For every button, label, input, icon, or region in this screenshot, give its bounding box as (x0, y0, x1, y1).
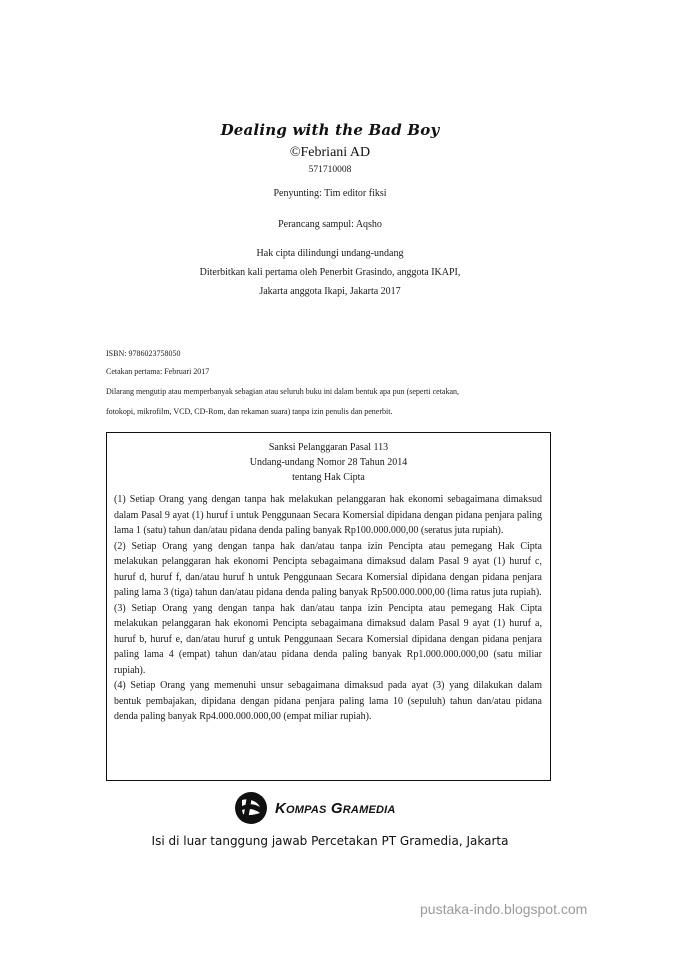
printer-disclaimer: Isi di luar tanggung jawab Percetakan PT Gramedia, Jakarta (151, 834, 509, 848)
sanction-subject: tentang Hak Cipta (292, 472, 365, 483)
sanction-clauses (114, 492, 542, 725)
reproduction-warning-line-1: Dilarang mengutip atau memperbanyak sebagian atau seluruh buku ini dalam bentuk apa pun (seperti cetakan, (106, 387, 459, 396)
sanction-clause-4: (4) Setiap Orang yang memenuhi unsur sebagaimana dimaksud pada ayat (3) yang dilakukan dalam bentuk pembajakan, dipidana dengan pidana penjara paling lama 10 (sepuluh) tahun dan/atau pidana denda paling banyak Rp4.000.000.000,00 (empat miliar rupiah). (114, 680, 542, 722)
book-title: Dealing with the Bad Boy (220, 121, 440, 139)
sanction-clause-1: (1) Setiap Orang yang dengan tanpa hak melakukan pelanggaran hak ekonomi sebagaimana dimaksud dalam Pasal 9 ayat (1) huruf i untuk Penggunaan Secara Komersial dipidana dengan pidana penjara paling lama 1 (satu) tahun dan/atau pidana denda paling banyak Rp100.000.000,00 (seratus juta rupiah). (114, 494, 542, 536)
sanction-law-reference: Undang-undang Nomor 28 Tahun 2014 (249, 457, 408, 468)
copyright-notice: Hak cipta dilindungi undang-undang (256, 248, 404, 259)
sanction-clause-2: (2) Setiap Orang yang dengan tanpa hak dan/atau tanpa izin Pencipta atau pemegang Hak Cipta melakukan pelanggaran hak ekonomi Pencipta sebagaimana dimaksud dalam Pasal 9 ayat (1) huruf c, huruf d, huruf f, dan/atau huruf h untuk Penggunaan Secara Komersial dipidana dengan pidana penjara paling lama 3 (tiga) tahun dan/atau pidana denda paling banyak Rp500.000.000,00 (lima ratus juta rupiah). (114, 540, 542, 598)
reproduction-warning-line-2: fotokopi, mikrofilm, VCD, CD-Rom, dan rekaman suara) tanpa izin penulis dan penerbit. (106, 407, 393, 416)
sanction-clause-3: (3) Setiap Orang yang dengan tanpa hak dan/atau tanpa izin Pencipta atau pemegang Hak Cipta melakukan pelanggaran hak ekonomi Pencipta sebagaimana dimaksud dalam Pasal 9 ayat (1) huruf a, huruf b, huruf e, dan/atau huruf g untuk Penggunaan Secara Komersial dipidana dengan pidana penjara paling lama 4 (empat) tahun dan/atau pidana denda paling banyak Rp1.000.000.000,00 (satu miliar rupiah). (114, 602, 542, 676)
publisher-location-line: Jakarta anggota Ikapi, Jakarta 2017 (259, 286, 401, 297)
cover-designer-credit: Perancang sampul: Aqsho (278, 219, 382, 230)
editor-credit: Penyunting: Tim editor fiksi (273, 188, 387, 199)
publisher-logo-text: Kompas Gramedia (275, 800, 396, 817)
isbn: ISBN: 9786023758050 (106, 349, 181, 358)
book-author: ©Febriani AD (289, 145, 371, 160)
first-print-date: Cetakan pertama: Februari 2017 (106, 367, 210, 376)
sanction-box (106, 432, 551, 781)
publisher-line: Diterbitkan kali pertama oleh Penerbit Grasindo, anggota IKAPI, (199, 267, 461, 278)
book-code: 571710008 (308, 165, 352, 175)
watermark: pustaka-indo.blogspot.com (420, 901, 588, 917)
kompas-gramedia-logo-icon (233, 790, 269, 826)
sanction-heading: Sanksi Pelanggaran Pasal 113 (268, 442, 389, 453)
